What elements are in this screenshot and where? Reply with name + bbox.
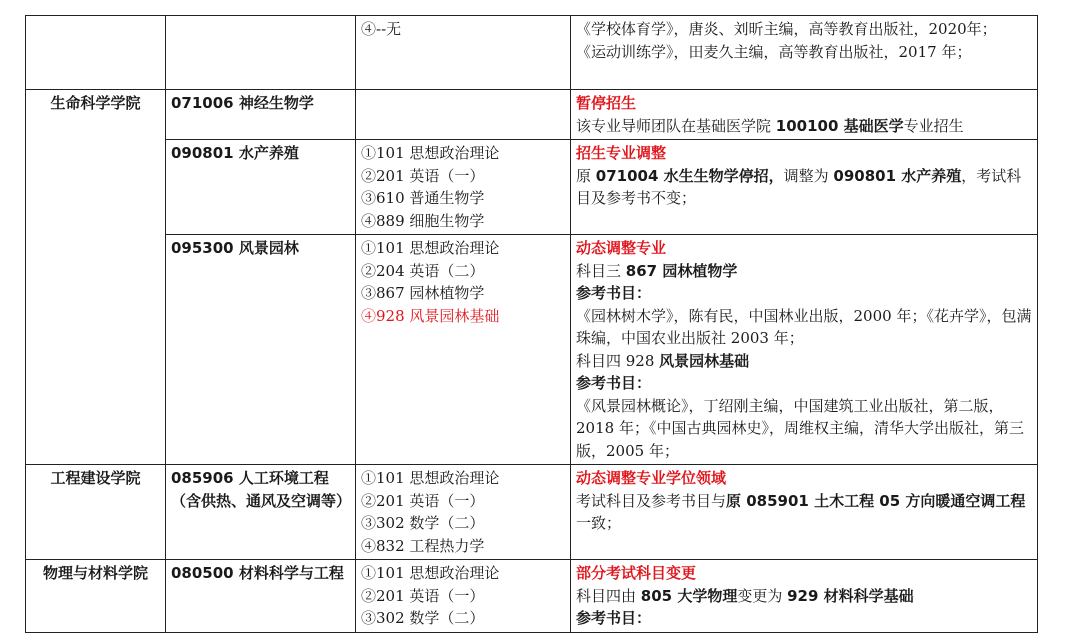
subject-line: ②201 英语（一） [361,586,485,605]
note-text-part: 变更为 [737,586,788,605]
major-cell: 085906 人工环境工程（含供热、通风及空调等） [166,465,356,560]
note-title: 暂停招生 [576,94,637,112]
note-text-part: 专业招生 [903,116,964,135]
note-text-part: 科目三 [576,261,626,280]
note-text-bold: 805 大学物理 [640,586,738,605]
table-row [26,16,1038,90]
reference-heading: 参考书目： [576,374,652,392]
subjects-cell [356,465,571,560]
subject-line: ①101 思想政治理论 [361,564,500,582]
admissions-table [25,15,1038,633]
note-text-part: 原 [576,166,596,185]
note-cell [571,235,1038,465]
book-entry: 《运动训练学》，田麦久主编，高等教育出版社，2017 年； [576,42,972,61]
major-cell: 095300 风景园林 [166,235,356,465]
table-row [26,140,1038,235]
note-cell [571,16,1038,90]
note-text-part: 该专业导师团队在基础医学院 [576,116,776,135]
note-text [576,115,1032,138]
note-title: 动态调整专业 [576,239,667,257]
subject-line: ④--无 [361,20,402,38]
major-cell: 090801 水产养殖 [166,140,356,235]
book-entry: 《园林树木学》，陈有民，中国林业出版，2000 年；《花卉学》，包满珠编，中国农业出版社 2003 年； [576,306,1032,347]
note-text-bold: 原 085901 土木工程 05 方向暖通空调工程 [726,491,1026,510]
subject-line: ①101 思想政治理论 [361,239,500,257]
subject-line: ②201 英语（一） [361,491,485,510]
major-cell: 071006 神经生物学 [166,90,356,140]
subject-line: ①101 思想政治理论 [361,469,500,487]
subject-line-highlight: ④928 风景园林基础 [361,306,500,325]
note-text-bold: 风景园林基础 [659,351,750,370]
note-text-bold: 100100 基础医学 [775,116,904,135]
college-cell-life-science: 生命科学学院 [26,90,166,465]
note-text-part: 考试科目及参考书目与 [576,491,727,510]
subject-line: ④889 细胞生物学 [361,211,485,230]
book-entry: 《学校体育学》，唐炎、刘昕主编，高等教育出版社，2020年； [576,20,997,38]
note-cell [571,90,1038,140]
subject-line: ①101 思想政治理论 [361,144,500,162]
table-row [26,465,1038,560]
note-text-part: 调整为 [783,166,834,185]
subjects-cell [356,235,571,465]
note-text-bold: 867 园林植物学 [625,261,738,280]
note-text [576,585,1032,608]
note-text [576,260,1032,283]
subject-line: ④832 工程热力学 [361,536,485,555]
subjects-cell [356,140,571,235]
note-cell [571,140,1038,235]
book-entry: 《风景园林概论》，丁绍刚主编，中国建筑工业出版社，第二版，2018 年；《中国古典园林史》，周维权主编，清华大学出版社，第三版，2005 年； [576,396,1024,460]
reference-heading: 参考书目： [576,284,652,302]
note-text-bold: 929 材料科学基础 [787,586,914,605]
college-cell-empty [26,16,166,90]
table-row [26,90,1038,140]
subject-line: ③302 数学（二） [361,514,485,532]
table-row [26,235,1038,465]
college-cell-physics: 物理与材料学院 [26,560,166,633]
note-title: 动态调整专业学位领域 [576,469,727,487]
note-text [576,350,1032,373]
subject-line: ③302 数学（二） [361,609,485,627]
subjects-cell [356,560,571,633]
subjects-cell [356,16,571,90]
major-cell: 080500 材料科学与工程 [166,560,356,633]
reference-heading: 参考书目： [576,609,652,627]
subjects-cell-empty [356,90,571,140]
note-text-part: 科目四由 [576,586,641,605]
subject-line: ②201 英语（一） [361,166,485,185]
major-cell-empty [166,16,356,90]
note-cell [571,560,1038,633]
subject-line: ③867 园林植物学 [361,284,485,302]
note-text-bold: 071004 水生生物学停招， [595,166,784,185]
college-cell-engineering: 工程建设学院 [26,465,166,560]
table-row [26,560,1038,633]
note-cell [571,465,1038,560]
note-text-bold: 090801 水产养殖 [833,166,962,185]
note-title: 部分考试科目变更 [576,564,697,582]
note-text [576,490,1032,535]
note-text-part: 一致； [576,514,622,532]
note-text-part: ，考试科目及参考书不变； [576,166,1022,207]
note-title: 招生专业调整 [576,144,667,162]
subject-line: ③610 普通生物学 [361,189,485,207]
subject-line: ②204 英语（二） [361,261,485,280]
note-text [576,165,1032,210]
note-text-part: 科目四 928 [576,351,660,370]
